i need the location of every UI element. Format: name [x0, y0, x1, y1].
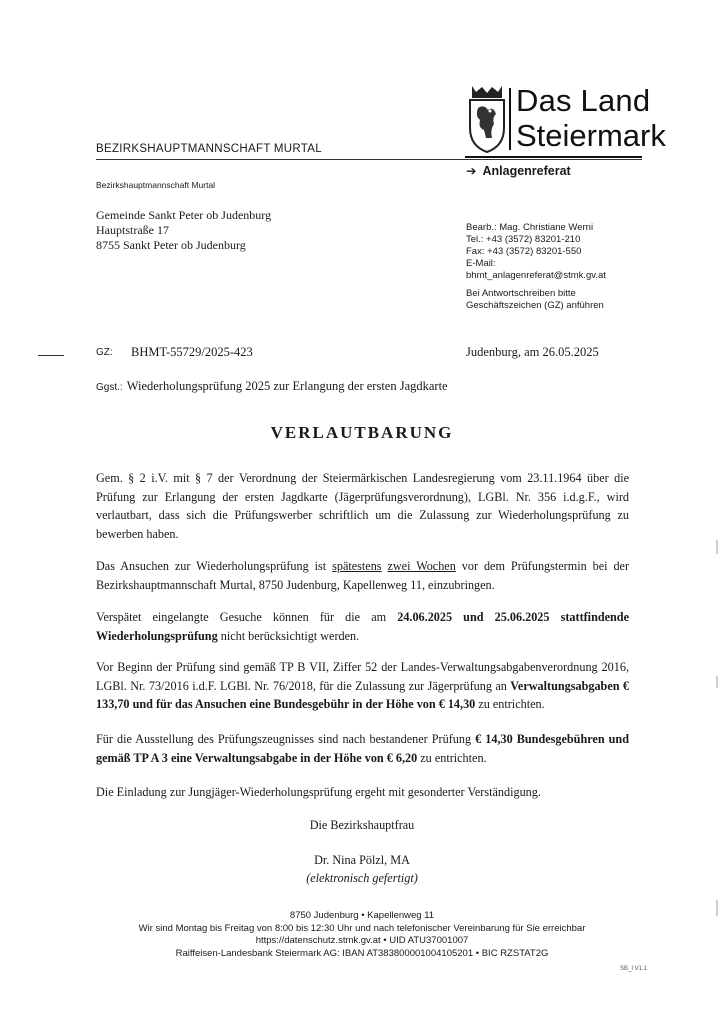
letter-date: Judenburg, am 26.05.2025 — [466, 345, 599, 359]
sender-line: Bezirkshauptmannschaft Murtal — [96, 180, 216, 190]
contact-line: Bearb.: Mag. Christiane Werni — [466, 222, 594, 233]
subject-label: Ggst.: — [96, 382, 123, 393]
form-code: SB_I V1.1 — [620, 966, 648, 972]
body-paragraph — [96, 608, 629, 645]
footer — [0, 910, 724, 960]
logo-text-steiermark: Steiermark — [516, 118, 666, 153]
bold-text: Verwaltungsabgaben € 133,70 und für das Ansuchen eine Bundesgebühr in der Höhe von € 14,30 — [96, 678, 630, 711]
body-paragraph — [96, 658, 629, 714]
text-run: Das Ansuchen zur Wiederholungsprüfung ist — [96, 559, 333, 573]
text-run: nicht berücksichtigt werden. — [217, 628, 360, 643]
bold-text: 24.06.2025 und 25.06.2025 stattfindende Wiederholungsprüfung — [96, 610, 629, 643]
contact-line: E-Mail: — [466, 258, 496, 269]
recipient-line: Gemeinde Sankt Peter ob Judenburg — [96, 208, 272, 222]
contact-line: Tel.: +43 (3572) 83201-210 — [466, 234, 581, 245]
logo-underline — [465, 156, 642, 158]
footer-line: Wir sind Montag bis Freitag von 8:00 bis 12:30 Uhr und nach telefonischer Vereinbarung für Sie erreichbar — [138, 922, 586, 934]
text-run: vor dem Prüfungstermin bei der Bezirkshauptmannschaft Murtal, 8750 Judenburg, Kapellenweg 11, einzubringen. — [96, 559, 630, 592]
authority-name: BEZIRKSHAUPTMANNSCHAFT MURTAL — [96, 143, 322, 155]
contact-line: Fax: +43 (3572) 83201-550 — [466, 246, 582, 257]
text-run: Vor Beginn der Prüfung sind gemäß TP B VII, Ziffer 52 der Landes-Verwaltungsabgabenverordnung 2016, LGBl. Nr. 73/2016 i.d.F. LGBl. Nr. 76/2018, für die Zulassung zur Jägerprüfung an — [96, 660, 629, 693]
header-rule — [96, 159, 642, 160]
reply-note-line: Bei Antwortschreiben bitte — [466, 288, 576, 299]
bold-text: € 14,30 Bundesgebühren und gemäß TP A 3 eine Verwaltungsabgabe in der Höhe von € 6,20 — [96, 732, 629, 765]
footer-line: Raiffeisen-Landesbank Steiermark AG: IBAN AT383800001004105201 • BIC RZSTAT2G — [175, 947, 549, 959]
text-run: Verspätet eingelangte Gesuche können für die am — [96, 610, 398, 624]
footer-line: 8750 Judenburg • Kapellenweg 11 — [289, 910, 435, 921]
text-run: zu entrichten. — [417, 750, 487, 765]
footer-line: https://datenschutz.stmk.gv.at • UID ATU37001007 — [255, 935, 469, 946]
contact-block — [466, 222, 606, 312]
underlined-text: zwei Wochen — [387, 559, 456, 573]
department — [466, 163, 571, 178]
fold-mark — [38, 355, 64, 356]
body-paragraph — [96, 730, 629, 767]
body-paragraph: Die Einladung zur Jungjäger-Wiederholungsprüfung ergeht mit gesonderter Verständigung. — [96, 785, 541, 799]
text-run: Für die Ausstellung des Prüfungszeugnisses sind nach bestandener Prüfung — [96, 732, 476, 746]
recipient-address — [96, 208, 271, 253]
body-paragraph: Gem. § 2 i.V. mit § 7 der Verordnung der Steiermärkischen Landesregierung vom 23.11.1964 über die Prüfung zur Erlangung der ersten Jagdkarte (Jägerprüfungsverordnung), LGBl. Nr. 356 i.d.g.F., wird verlautbart, dass sich die Prüfungswerber schriftlich um die Zulassung zur Wiederholungsprüfung zu bewerben haben. — [96, 471, 629, 541]
scan-artifact — [716, 900, 718, 916]
gz-label: GZ: — [96, 347, 113, 358]
scan-artifact — [716, 540, 718, 554]
subject-line — [96, 377, 448, 395]
arrow-right-icon: ➔ — [466, 164, 477, 178]
body-paragraph — [96, 557, 629, 594]
signatory-title: Die Bezirkshauptfrau — [309, 818, 415, 832]
logo-text-das-land: Das Land — [516, 83, 651, 118]
logo-divider — [509, 88, 511, 150]
recipient-line: 8755 Sankt Peter ob Judenburg — [96, 238, 246, 252]
document-title: VERLAUTBARUNG — [270, 423, 454, 442]
underlined-text: spätestens — [332, 559, 382, 573]
scan-artifact — [716, 676, 718, 688]
steiermark-panther-crest-icon — [466, 84, 508, 154]
department-label: Anlagenreferat — [482, 164, 571, 178]
gz-value: BHMT-55729/2025-423 — [131, 345, 253, 359]
signature-note: (elektronisch gefertigt) — [306, 871, 418, 885]
reply-note-line: Geschäftszeichen (GZ) anführen — [466, 300, 604, 311]
contact-email: bhmt_anlagenreferat@stmk.gv.at — [466, 270, 606, 281]
text-run: zu entrichten. — [475, 697, 545, 711]
recipient-line: Hauptstraße 17 — [96, 223, 169, 237]
signatory-name: Dr. Nina Pölzl, MA — [314, 853, 410, 867]
subject-text: Wiederholungsprüfung 2025 zur Erlangung der ersten Jagdkarte — [126, 379, 448, 393]
